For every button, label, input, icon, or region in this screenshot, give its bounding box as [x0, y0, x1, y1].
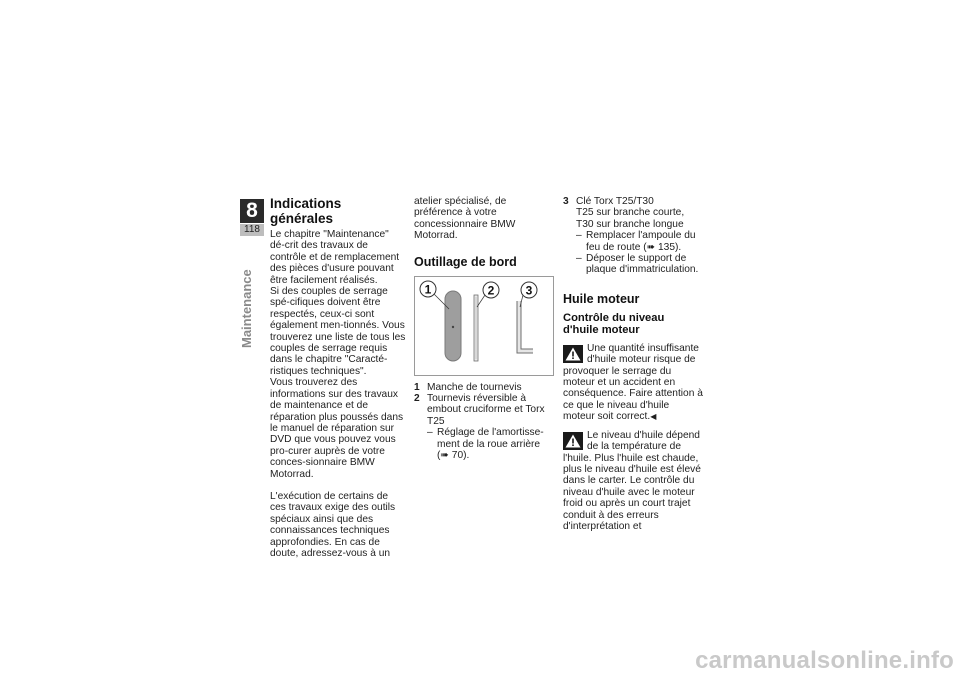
warning-text: Une quantité insuffisante d'huile moteur risque de provoquer le serrage du moteur et un accident en conséquence. Faire attention à ce que le niveau d'huile moteur soit correct.: [563, 342, 703, 423]
legend-number: 2: [414, 393, 420, 405]
warning-block: [563, 343, 703, 423]
page-number: 118: [240, 224, 264, 236]
dash-item: [563, 253, 703, 276]
figure-label-2: 2: [487, 283, 495, 298]
chapter-side-label: Maintenance: [239, 269, 254, 348]
subsection-heading-oil-check: Contrôle du niveau d'huile moteur: [563, 311, 665, 337]
warning-block: [563, 430, 703, 533]
figure-label-3: 3: [525, 283, 533, 298]
dash-item: – Remplacer l'ampoule du feu de route (➠ 135).: [576, 230, 696, 253]
torx-key-shape: [519, 301, 533, 351]
paragraph: Si des couples de serrage spé-cifiques doivent être respectés, ceux-ci sont également men-tionnés. Vous trouverez une liste de tous les couples de serrage requis dans le chapitre "Caracté-ristiques techniques".: [270, 286, 406, 377]
warning-text: Le niveau d'huile dépend de la température de l'huile. Plus l'huile est chaude, plus le niveau d'huile est élevé dans le carter. Le contrôle du niveau d'huile avec le moteur froid ou après un court trajet conduit à des erreurs d'interprétation et: [563, 429, 701, 532]
paragraph: L'exécution de certains de ces travaux exige des outils spéciaux ainsi que des connaissances techniques approfondies. En cas de doute, adressez-vous à un: [270, 490, 396, 559]
paragraph-continued: atelier spécialisé, de préférence à votre concessionnaire BMW Motorrad.: [414, 196, 516, 242]
paragraph: Vous trouverez des informations sur des travaux de maintenance et de réparation plus poussés dans le manuel de réparation sur DVD que vous pouvez vous pro-curer auprès de votre conces-sionnaire BMW Motorrad.: [270, 377, 404, 480]
column-1: [270, 196, 406, 559]
dash-item: – Réglage de l'amortisse-ment de la roue arrière (➠ 70).: [427, 427, 544, 462]
legend-item: [563, 196, 703, 230]
legend-text: Manche de tournevis: [427, 381, 522, 393]
watermark: carmanualsonline.info: [695, 647, 954, 674]
dash-item-text: Réglage de l'amortisse-ment de la roue arrière: [437, 427, 544, 450]
page-ref-link[interactable]: 70: [451, 450, 464, 462]
tool-kit-illustration: [415, 277, 553, 375]
side-label-container: [238, 238, 258, 348]
page-ref-arrow-icon: ➠: [440, 450, 449, 462]
legend-text: Tournevis réversible à embout cruciforme et Torx T25: [427, 393, 545, 427]
section-heading-general: Indications générales: [270, 196, 342, 226]
legend-number: 3: [563, 196, 569, 207]
warning-triangle-icon: [563, 432, 583, 450]
dash-bullet: –: [576, 230, 582, 242]
chapter-number: 8: [240, 199, 264, 223]
legend-line: T25 sur branche courte,: [576, 207, 685, 219]
dash-item-text: Déposer le support de plaque d'immatriculation.: [586, 253, 699, 276]
legend-line: T30 sur branche longue: [576, 218, 684, 230]
tool-kit-figure: [414, 276, 554, 376]
page-ref-arrow-icon: ➠: [646, 241, 656, 253]
column-2: [414, 196, 554, 461]
section-heading-tools: Outillage de bord: [414, 254, 517, 269]
figure-label-1: 1: [424, 282, 432, 297]
dash-item-text: Remplacer l'ampoule du feu de route: [586, 230, 696, 253]
column-3: [563, 196, 703, 532]
page-ref-link[interactable]: 135: [658, 241, 675, 253]
section-heading-engine-oil: Huile moteur: [563, 291, 640, 306]
paragraph: Le chapitre "Maintenance" dé-crit des travaux de contrôle et de remplacement des pièces d'usure pouvant être facilement réalisés.: [270, 229, 400, 286]
dash-bullet: –: [427, 427, 433, 439]
legend-item: [414, 393, 554, 427]
warning-triangle-icon: [563, 345, 583, 363]
legend-item: [414, 382, 554, 393]
legend-line: Clé Torx T25/T30: [576, 196, 654, 207]
legend-number: 1: [414, 381, 420, 393]
end-of-warning-icon: ◀: [650, 412, 657, 422]
dash-bullet: –: [576, 253, 582, 265]
